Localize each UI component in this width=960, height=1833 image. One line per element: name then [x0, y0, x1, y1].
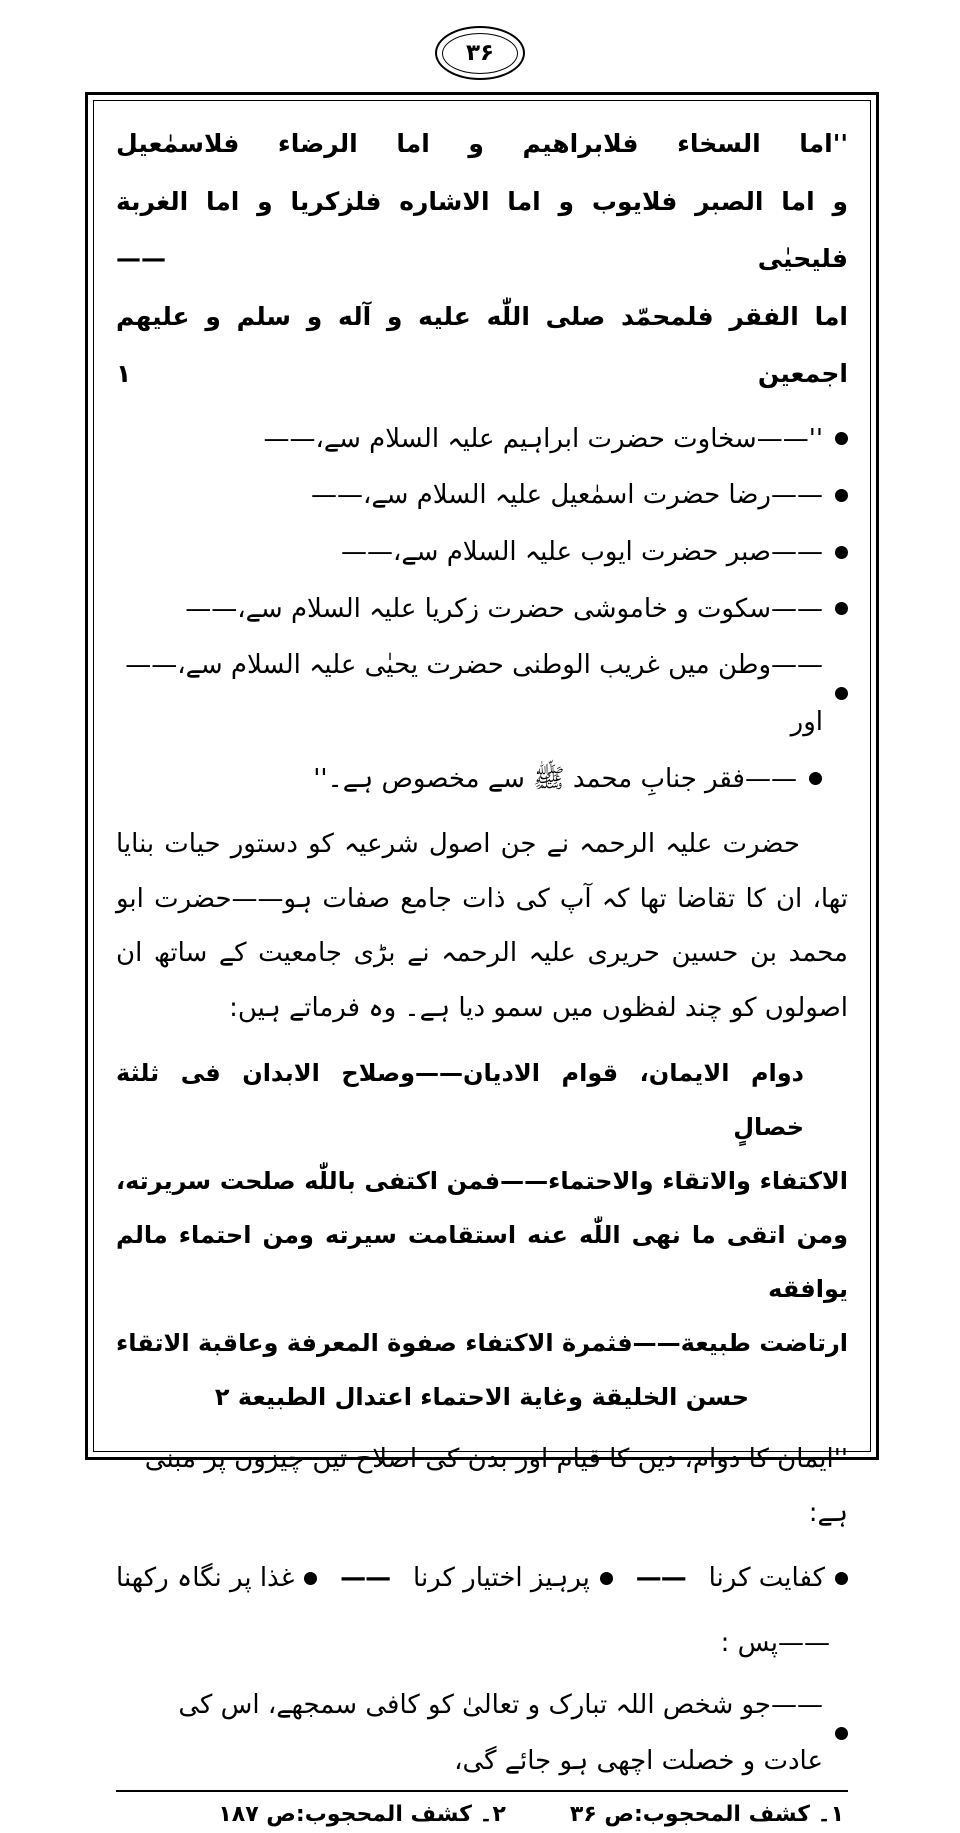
- bullet-icon: [809, 772, 822, 785]
- footnote-1: ۱۔ کشف المحجوب:ص ۳۶: [569, 1802, 844, 1828]
- body-paragraph: حضرت علیہ الرحمہ نے جن اصول شرعیہ کو دستور حیات بنایا تھا، ان کا تقاضا تھا کہ آپ کی ذات جامع صفات ہو——حضرت ابو محمد بن حسین حریری علیہ الرحمہ نے بڑی جامعیت کے ساتھ ان اصولوں کو چند لفظوں میں سمو دیا ہے۔ وہ فرماتے ہیں:: [116, 829, 848, 1023]
- pas-line: ——پس :: [720, 1628, 830, 1659]
- list-item-text: ——صبر حضرت ایوب علیہ السلام سے،——: [341, 536, 823, 567]
- arabic-passage-line: دوام الایمان، قوام الادیان——وصلاح الابدان فی ثلثة خصالٍ: [116, 1058, 804, 1141]
- footnote-section: [116, 1790, 848, 1833]
- list-item: [116, 467, 848, 524]
- page-number-oval: [442, 33, 518, 74]
- arabic-quote-line: اما الفقر فلمحمّد صلى اللّٰه عليه و آله و سلم و عليهم اجمعين ۱: [116, 301, 848, 388]
- closing-bullet-item: [116, 1677, 848, 1790]
- bullet-icon: [835, 602, 848, 615]
- translation-intro: ''ایمان کا دوام، دین کا قیام اور بدن کی اصلاح تین چیزوں پر مبنی ہے:: [144, 1443, 848, 1529]
- dash-connector: ——: [635, 1562, 686, 1593]
- arabic-passage-line: ومن اتقی ما نهی اللّٰه عنه استقامت سیرته ومن احتماء مالم یوافقه: [116, 1220, 848, 1303]
- page-number-ornament: [435, 26, 525, 80]
- bullet-icon: [835, 546, 848, 559]
- list-item: [116, 751, 848, 808]
- list-item-text: ——وطن میں غریب الوطنی حضرت یحیٰی علیہ السلام سے،—— اور: [125, 650, 823, 737]
- list-item: [116, 581, 848, 638]
- dash-connector: ——: [340, 1562, 391, 1593]
- footnote-2: ۲۔ کشف المحجوب:ص ۱۸۷: [218, 1802, 506, 1828]
- list-item-text: ''——سخاوت حضرت ابراہیم علیہ السلام سے،——: [263, 423, 823, 454]
- arabic-passage-line: حسن الخلیقة وغایة الاحتماء اعتدال الطبیعة ۲: [214, 1382, 750, 1411]
- content-area: [93, 100, 871, 1828]
- arabic-passage-block: [116, 1046, 848, 1424]
- inline-bullet-item: [709, 1551, 848, 1606]
- bullet-icon: [835, 432, 848, 445]
- list-item-text: ——فقر جنابِ محمد ﷺ سے مخصوص ہے۔'': [313, 763, 797, 794]
- list-item-text: ——سکوت و خاموشی حضرت زکریا علیہ السلام سے،——: [185, 593, 823, 624]
- list-item-text: ——رضا حضرت اسمٰعیل علیہ السلام سے،——: [310, 480, 823, 511]
- inline-bullet-text: کفایت کرنا: [708, 1562, 825, 1593]
- bullet-icon: [835, 687, 848, 700]
- bullet-icon: [835, 489, 848, 502]
- arabic-quote-line: ''اما السخاء فلابراهيم و اما الرضاء فلاسمٰعيل: [116, 129, 848, 158]
- page-number: ۳۶: [465, 40, 495, 66]
- bullet-icon: [304, 1572, 317, 1585]
- bullet-icon: [835, 1727, 848, 1740]
- arabic-passage-line: الاکتفاء والاتقاء والاحتماء——فمن اکتفی باللّٰه صلحت سریرته،: [116, 1166, 848, 1195]
- content-frame: [85, 92, 879, 1828]
- arabic-quote-line: و اما الصبر فلايوب و اما الاشاره فلزكريا و اما الغربة فليحيٰى ——: [116, 186, 848, 273]
- bullet-icon: [600, 1572, 613, 1585]
- inline-bullet-row: [116, 1551, 848, 1606]
- inline-bullet-text: پرہیز اختیار کرنا: [413, 1562, 590, 1593]
- list-item: [116, 637, 848, 750]
- inline-bullet-item: [116, 1551, 317, 1606]
- bullet-list: [116, 411, 848, 808]
- arabic-quote-block: [116, 115, 848, 403]
- list-item: [116, 411, 848, 468]
- closing-bullet-text: ——جو شخص اللہ تبارک و تعالیٰ کو کافی سمجھے، اس کی عادت و خصلت اچھی ہو جائے گی،: [178, 1689, 823, 1777]
- footnote-row: [116, 1802, 844, 1827]
- inline-bullet-text: غذا پر نگاہ رکھنا: [116, 1562, 295, 1593]
- arabic-passage-line: ارتاضت طبیعة——فثمرة الاکتفاء صفوة المعرفة وعاقبة الاتقاء: [115, 1328, 848, 1357]
- bullet-icon: [835, 1572, 848, 1585]
- list-item: [116, 524, 848, 581]
- inline-bullet-item: [413, 1551, 613, 1606]
